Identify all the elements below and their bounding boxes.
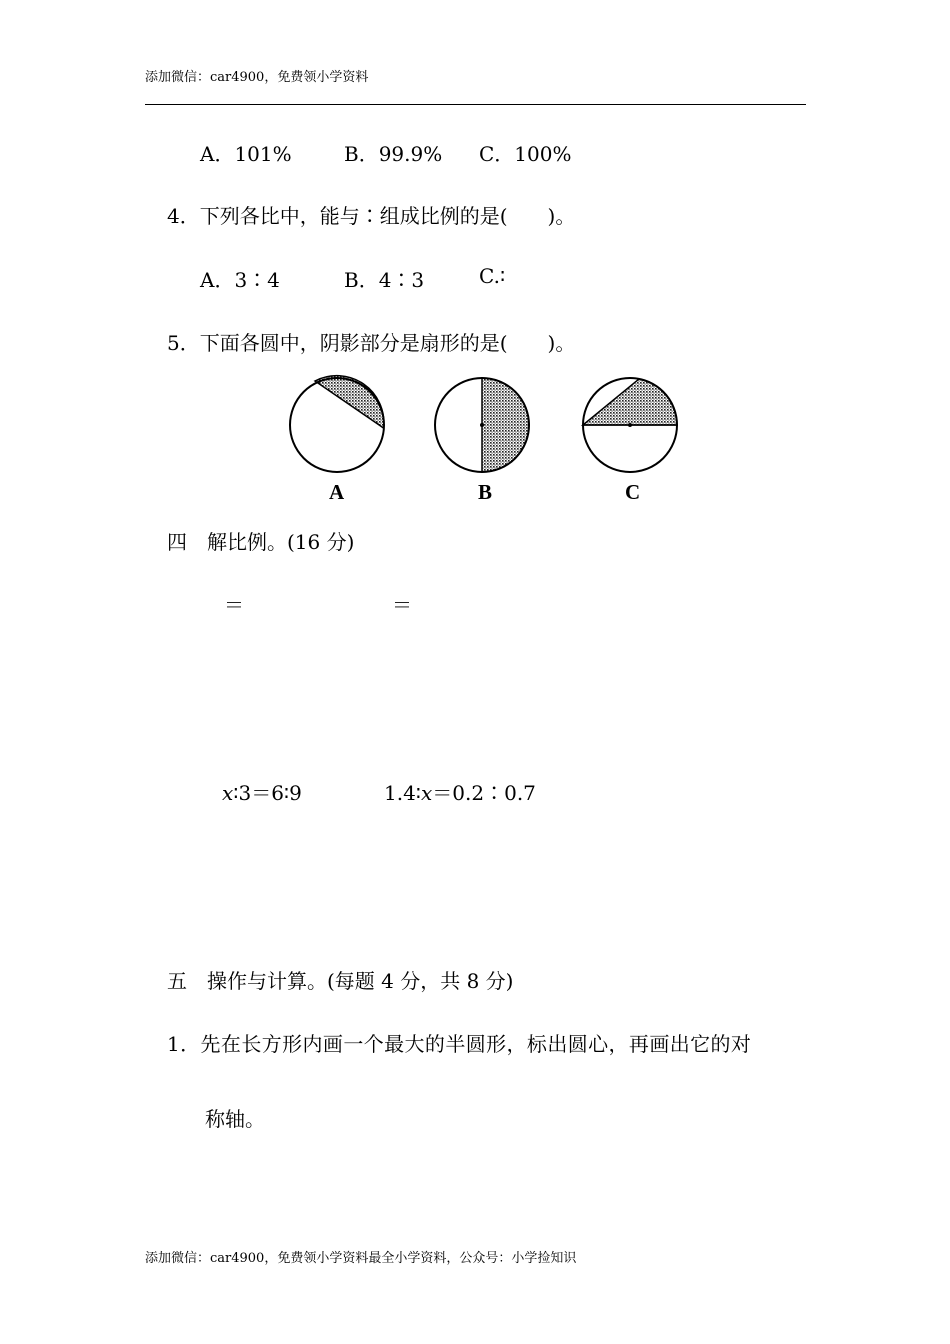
circle-c-shaded-region [583, 379, 677, 425]
page-header: 添加微信：car4900，免费领小学资料 [145, 70, 369, 85]
circle-b [435, 378, 529, 472]
circle-b-shaded-sector [482, 378, 529, 472]
circle-a-shaded-segment [315, 376, 384, 428]
q5-circle-figures [280, 370, 700, 480]
equation-sign-1: ＝ [224, 593, 244, 617]
q3-option-a: A．101% [200, 142, 292, 166]
q3-option-c: C．100% [479, 142, 572, 166]
q4-option-c: C.∶ [479, 264, 506, 288]
page-footer: 添加微信：car4900，免费领小学资料最全小学资料，公众号：小学捡知识 [145, 1251, 577, 1266]
eq1-variable: x [222, 781, 234, 805]
proportion-equation-1 [222, 777, 302, 806]
circle-c-center-dot [628, 423, 632, 427]
figure-label-b: B [478, 480, 493, 504]
circle-c [583, 378, 677, 472]
q4-stem: 4．下列各比中，能与∶组成比例的是( )。 [167, 204, 576, 228]
section5-title: 五 操作与计算。(每题 4 分，共 8 分) [167, 969, 514, 993]
figure-label-a: A [329, 480, 345, 504]
circle-b-center-dot [480, 423, 484, 427]
eq1-rest: ∶3＝6∶9 [233, 781, 302, 805]
q3-option-b: B．99.9% [344, 142, 443, 166]
header-rule [145, 104, 806, 105]
proportion-equation-2 [384, 777, 536, 806]
eq2-prefix: 1.4∶ [384, 781, 422, 805]
circle-a [290, 376, 384, 472]
section5-q1-line2: 称轴。 [205, 1107, 265, 1131]
section5-q1-line1: 1．先在长方形内画一个最大的半圆形，标出圆心，再画出它的对 [167, 1032, 752, 1056]
q4-option-b: B．4∶3 [344, 268, 425, 292]
eq2-rest: ＝0.2∶0.7 [432, 781, 536, 805]
q4-option-a: A．3∶4 [200, 268, 280, 292]
section4-title: 四 解比例。(16 分) [167, 530, 355, 554]
eq2-variable: x [421, 781, 433, 805]
q5-stem: 5．下面各圆中，阴影部分是扇形的是( )。 [167, 331, 576, 355]
equation-sign-2: ＝ [392, 593, 412, 617]
figure-label-c: C [625, 480, 641, 504]
